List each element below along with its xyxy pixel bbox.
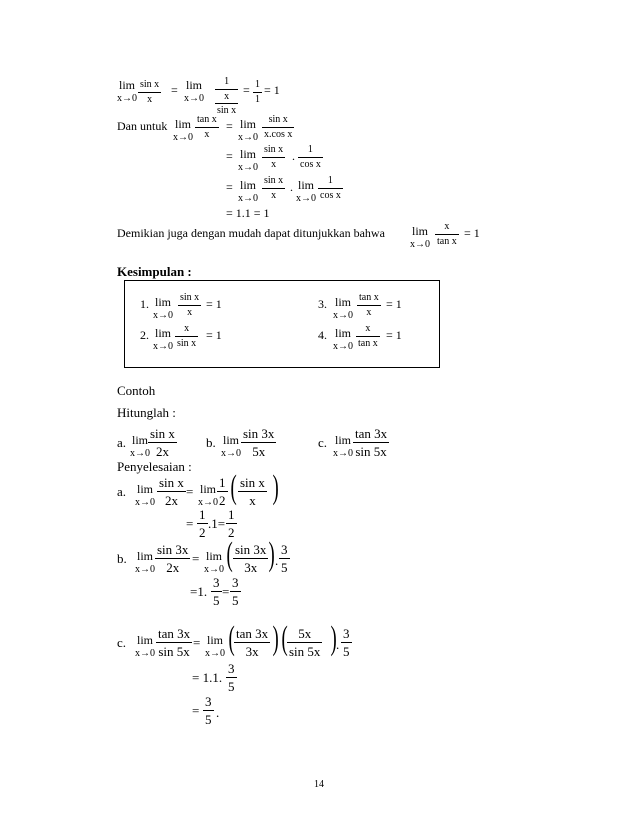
right-paren: ) — [272, 620, 279, 657]
limit-operator: lim x→0 — [238, 117, 258, 143]
limit-operator: lim x→0 — [333, 326, 353, 352]
fraction-sinx-over-x: sin x x — [180, 292, 200, 318]
fraction-5x-over-sin5x: 5x sin 5x — [289, 626, 321, 659]
equals-one: = 1 — [386, 297, 402, 311]
list-item-number: 4. — [318, 328, 327, 342]
solution-label: c. — [117, 635, 127, 650]
fraction-sin3x-over-2x: sin 3x 2x — [157, 542, 189, 575]
equals-one: = 1 — [264, 83, 280, 97]
limit-operator: lim x→0 — [135, 482, 155, 508]
dot: . — [336, 637, 340, 652]
product-text: .1= — [208, 516, 226, 531]
limit-operator: lim x→0 — [117, 78, 137, 104]
equals-sign: = — [171, 83, 178, 97]
limit-operator: lim x→0 — [410, 224, 430, 250]
list-item-number: 3. — [318, 297, 327, 311]
page-number: 14 — [314, 779, 324, 790]
result-line: = 1.1 = 1 — [226, 206, 270, 220]
limit-operator: lim x→0 — [135, 549, 155, 575]
equals-sign: = — [222, 584, 230, 599]
fraction-three-fifths: 3 5 — [213, 575, 220, 608]
limit-operator: lim x→0 — [204, 549, 224, 575]
problem-label: b. — [206, 435, 216, 450]
equals-sign: = — [243, 83, 250, 97]
problem-label: a. — [117, 435, 127, 450]
left-paren: ( — [226, 536, 233, 573]
demikian-text: Demikian juga dengan mudah dapat ditunjukkan bahwa — [117, 226, 385, 240]
fraction-tan3x-over-sin5x: tan 3x sin 5x — [158, 626, 191, 659]
product-prefix: = 1.1. — [192, 670, 223, 685]
limit-operator: lim x→0 — [173, 117, 193, 143]
fraction-tan3x-over-3x: tan 3x 3x — [236, 626, 269, 659]
fraction-problem-c: tan 3x sin 5x — [355, 426, 388, 459]
fraction-sinx-over-x: sin x x — [240, 475, 265, 508]
fraction-sinx-over-xcosx: sin x x.cos x — [264, 114, 293, 140]
fraction-problem-b: sin 3x 5x — [243, 426, 275, 459]
product-prefix: =1. — [190, 584, 208, 599]
dot: . — [290, 180, 293, 194]
limit-operator: lim x→0 — [296, 178, 316, 204]
fraction-three-fifths: 3 5 — [343, 626, 350, 659]
equals-sign: = — [193, 635, 201, 650]
left-paren: ( — [281, 620, 288, 657]
right-paren: ) — [330, 620, 337, 657]
limit-operator: lim x→0 — [221, 433, 241, 459]
fraction-tanx-over-x: tan x x — [359, 292, 379, 318]
contoh-heading: Contoh — [117, 383, 156, 398]
equals-sign: = — [186, 516, 194, 531]
limit-operator: lim x→0 — [130, 433, 150, 459]
fraction-one-over-one: 1 1 — [255, 79, 260, 105]
kesimpulan-box — [124, 280, 440, 368]
fraction-tanx-over-x: tan x x — [197, 114, 217, 140]
equals-sign: = — [192, 703, 200, 718]
equals-one: = 1 — [206, 328, 222, 342]
fraction-x-over-sinx: x sin x — [177, 323, 197, 349]
fraction-sinx-over-x: sin x x — [264, 175, 284, 201]
limit-operator: lim x→0 — [333, 295, 353, 321]
fraction-result: 3 5 — [205, 694, 212, 727]
right-paren: ) — [272, 469, 279, 506]
limit-operator: lim x→0 — [153, 326, 173, 352]
fraction-x-over-tanx: x tan x — [358, 323, 378, 349]
equals-sign: = — [226, 180, 233, 194]
right-paren: ) — [268, 536, 275, 573]
left-paren: ( — [230, 469, 237, 506]
list-item-number: 2. — [140, 328, 149, 342]
dan-untuk-label: Dan untuk — [117, 119, 168, 133]
equals-sign: = — [226, 119, 233, 133]
limit-operator: lim x→0 — [333, 433, 353, 459]
fraction-result: 3 5 — [232, 575, 239, 608]
limit-operator: lim x→0 — [238, 178, 258, 204]
fraction-sinx-over-x: sin x x — [140, 79, 160, 105]
fraction-three-fifths: 3 5 — [281, 542, 288, 575]
dot: . — [275, 553, 279, 568]
limit-operator: lim x→0 — [205, 633, 225, 659]
equals-one: = 1 — [206, 297, 222, 311]
limit-operator: lim x→0 — [184, 78, 204, 104]
equals-sign: = — [226, 149, 233, 163]
fraction-one-over-cosx: 1 cos x — [300, 144, 321, 170]
equals-one: = 1 — [386, 328, 402, 342]
limit-operator: lim x→0 — [238, 147, 258, 173]
penyelesaian-label: Penyelesaian : — [117, 459, 192, 474]
limit-operator: lim x→0 — [153, 295, 173, 321]
hitunglah-label: Hitunglah : — [117, 405, 176, 420]
left-paren: ( — [228, 620, 235, 657]
kesimpulan-heading: Kesimpulan : — [117, 264, 192, 279]
equals-sign: = — [192, 551, 200, 566]
fraction-one-half: 1 2 — [199, 507, 206, 540]
dot: . — [292, 149, 295, 163]
fraction-sinx-over-x: sin x x — [264, 144, 284, 170]
fraction-x-over-tanx: x tan x — [437, 221, 457, 247]
fraction-three-fifths: 3 5 — [228, 661, 235, 694]
fraction-problem-a: sin x 2x — [150, 426, 175, 459]
fraction-one-over-x-over-sinx: 1 x sin x — [217, 76, 237, 116]
solution-label: a. — [117, 484, 127, 499]
limit-operator: lim x→0 — [198, 482, 218, 508]
period: . — [216, 705, 220, 720]
limit-operator: lim x→0 — [135, 633, 155, 659]
solution-label: b. — [117, 551, 127, 566]
equals-one: = 1 — [464, 226, 480, 240]
fraction-one-half: 1 2 — [219, 475, 226, 508]
fraction-sin3x-over-3x: sin 3x 3x — [235, 542, 267, 575]
fraction-sinx-over-2x: sin x 2x — [159, 475, 184, 508]
list-item-number: 1. — [140, 297, 149, 311]
fraction-one-over-cosx: 1 cos x — [320, 175, 341, 201]
problem-label: c. — [318, 435, 328, 450]
equals-sign: = — [186, 484, 194, 499]
fraction-result: 1 2 — [228, 507, 235, 540]
